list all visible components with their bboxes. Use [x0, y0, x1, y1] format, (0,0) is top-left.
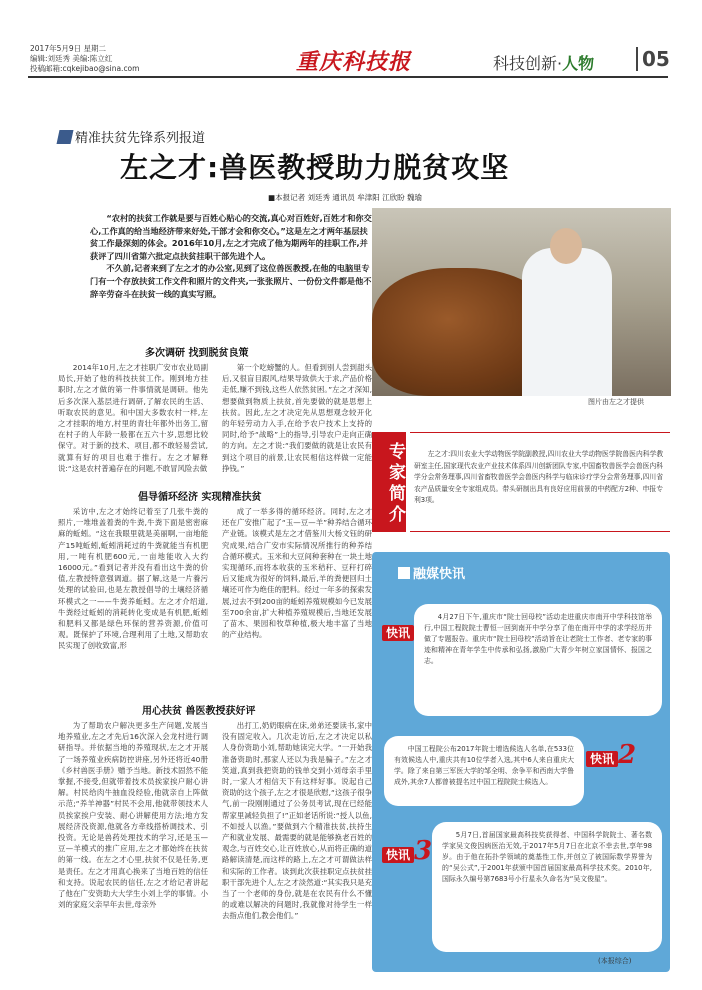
news-2-bubble: 中国工程院公布2017年院士增选候选人名单,在533位有效候选人中,重庆共有10位学者入选,其中6人来自重庆大学。除了来自第三军医大学的邹全明、余争平和西南大学鲁成外,其余7人都曾被提名过中国工程院院士候选人。 — [384, 736, 584, 806]
photo-caption: 图片由左之才提供 — [588, 398, 644, 406]
series-icon — [57, 130, 74, 144]
photo-vet-head-shape — [550, 228, 582, 264]
series-text: 精准扶贫先锋系列报道 — [75, 131, 206, 146]
news-title-icon — [398, 567, 410, 579]
expert-text: 左之才:四川农业大学动物医学院副教授,四川农业大学动物医学院兽医内科学教研室主任,国家现代农业产业技术体系四川创新团队专家,中国畜牧兽医学会兽医内科学分会常务理事,四川省畜牧兽医学会兽医内科学与临床诊疗学分会常务理事,四川省农产品质量安全专家组成员。带头研制出具有良好应用前景的中药配方2种、申报专利3项。 — [414, 450, 664, 504]
news-1-tag-label: 快讯 — [382, 625, 414, 641]
news-1-bubble: 4月27日下午,重庆市“院士回母校”活动走进重庆市南开中学科技馆举行,中国工程院院士曹恒一回到南开中学分享了他在南开中学的求学经历并做了专题报告。重庆市“院士回母校”活动旨在让老院士工作者、老专家的事迹和精神在青年学生中传承和弘扬,激励广大青少年树立家国情怀、报国之志。 — [414, 604, 662, 716]
expert-tag: 专家简介 — [372, 432, 406, 532]
email-line: 投稿邮箱:cqkejibao@sina.com — [30, 64, 140, 73]
section-3-col-1-text: 为了帮助农户解决更多生产问题,发展当地养殖业,左之才先后16次深入会龙村进行调研指导。并依据当地的养殖现状,左之才开展了一场养殖业疾病防控讲座,另外还将近40册《乡村兽医手册》赠予当地。新技术固然不能掌握,不接受,但就带着技术员挨家挨户耐心讲解。村民给肉牛抽血没经验,他就亲自上阵做示范;“养羊神器”村民不会用,他就带领技术人员挨家挨户安装、耐心讲解使用方法;地方发展经济没资源,他就各方牵线搭桥调技术、引投资。无论是兽药处理技术的学习,还是玉—豆—羊模式的推广应用,左之才都始终在扶贫的第一线。在左之才心里,扶贫不仅是任务,更是责任。左之才用真心换来了当地百姓的信任和支持。说起农民的信任,左之才给记者讲起了他在广安资助大大学生小刘上学的事情。小刘的家庭父亲早年去世,母亲外 — [58, 721, 208, 910]
section-3-col-2-text: 出打工,奶奶眼病在床,弟弟还要读书,家中没有固定收入。几次走访后,左之才决定以私人身份资助小刘,帮助她读完大学。“一开始我准备资助时,那家人还以为我是骗子。”左之才笑道,真到我把资助的钱单交到小刘母亲手里时,一家人才相信天下有这样好事。说起自己资助的这个孩子,左之才很是欣慰,“这孩子很争气,前一段刚刚通过了公务员考试,现在已经能帮家里减轻负担了!”正如老话所说:“授人以鱼,不如授人以渔。”要做到六个精准扶贫,扶持生产和就业发展、最需要的就是能够换老百姓的观念,与百姓交心,让百姓放心,从而将正确的道路解读清楚,而这样的路上,左之才可谓做法样和实际的工作者。谈到此次获挂职定点扶贫挂职干部先进个人,左之才淡然道:“其实我只是充当了一个老师的身份,就是在农民有什么不懂的或难以解决的问题时,我就像对待学生一样去指点他们,教会他们。” — [222, 721, 372, 921]
photo-vet-coat-shape — [522, 248, 612, 396]
date-line: 2017年5月9日 星期二 — [30, 44, 107, 53]
section-3-col-2 — [222, 720, 372, 982]
byline: ■本报记者 刘廷秀 通讯员 牟津阳 江欣盼 魏瑜 — [268, 193, 423, 202]
news-3-tag-label: 快讯 — [382, 847, 414, 863]
section-2-col-2-text: 成了一举多得的循环经济。同时,左之才还在广安推广起了“玉—豆—羊”种养结合循环产业链。该模式是左之才借鉴川大杨文钰的研究成果,结合广安市实际情况所推行的种养结合循环模式。玉米和大豆间种套种在一块土地实现循环,而将本收获的玉米秸秆、豆秆打碎后又能成为很好的饲料,最后,羊的粪便回归土壤还可作为绝佳的肥料。经过一年多的探索发展,过去不到200亩的蚯蚓养殖规模如今已发展至700余亩,扩大种植养殖规模后,当地还发展了苗木、果园和牧草种植,极大地丰富了当地的产业结构。 — [222, 507, 372, 640]
lead-paragraph-2: 不久前,记者来到了左之才的办公室,见到了这位兽医教授,在他的电脑里专门有一个存放扶贫工作文件和照片的文件夹,一张张照片、一份份文件都是他不辞辛劳奋斗在扶贫一线的真实写照。 — [90, 263, 372, 299]
section-1-col-2 — [222, 362, 372, 482]
news-3-tag — [382, 836, 432, 866]
section-label — [493, 51, 594, 74]
section-2-col-2 — [222, 506, 372, 674]
news-3-tag-number: 3 — [414, 836, 433, 866]
section-2-col-1 — [58, 506, 208, 674]
headline: 左之才:兽医教授助力脱贫攻坚 — [120, 151, 510, 184]
article-photo — [372, 208, 671, 396]
header-rule — [28, 76, 668, 78]
section-prefix: 科技创新 — [493, 54, 558, 73]
section-3-title: 用心扶贫 兽医教授获好评 — [142, 706, 256, 717]
section-1-col-2-text: 第一个吃螃蟹的人。但看到别人尝到甜头后,又很盲目跟风,结果导致供大于求,产品价格走低,赚不到钱,这些人依然贫困。”左之才深知,想要做到物质上扶贫,首先要做的就是思想上扶贫。因此,左之才决定先从思想观念较开化的年轻劳动力入手,在给予农户技术上支持的同时,给予“战略”上的指导,引导农户走向正确的方向。左之才说:“我们要做的就是让农民有到这个项目的前景,让农民相信这样做一定能挣钱。” — [222, 363, 372, 473]
section-2-title: 倡导循环经济 实现精准扶贫 — [138, 492, 262, 503]
news-3-bubble: 5月7日,首届国家最高科技奖获得者、中国科学院院士、著名数学家吴文俊因病医治无效,于2017年5月7日在北京不幸去世,享年98岁。由于他在拓扑学领域的奠基性工作,并创立了被国际数学界誉为的“吴公式”,于2001年获颁中国首届国家最高科学技术奖。2010年,国际永久编号第7683号小行星永久命名为“吴文俊星”。 — [432, 822, 662, 952]
section-2-col-1-text: 采访中,左之才始终记着至了几张牛粪的照片,一堆堆盖着粪的牛粪,牛粪下面是密密麻麻的蚯蚓。“这在我眼里就是美丽啊,一亩地能产15吨蚯蚓,蚯蚓消耗过的牛粪就能当有机肥用,一吨有机肥600元,一亩地能收入大约16000元。”看到记者并没有看出这牛粪的价值,左教授特意强调道。据了解,这是一片養污处理的试验田,也是左教授倡导的土壤经济循环模式之一——牛粪养蚯蚓。左之才介绍道,牛粪经过蚯蚓的消耗转化变成是有机肥,蚯蚓和肥料又都是绿色环保的营养资源,价值可观。既保护了环境,合理利用了土地,又帮助农民实现了创收致富,形 — [58, 507, 208, 651]
news-2-tag-label: 快讯 — [586, 751, 618, 767]
section-1-col-1 — [58, 362, 208, 482]
page-number: 05 — [636, 47, 670, 71]
section-3-col-1 — [58, 720, 208, 982]
masthead: 重庆科技报 — [296, 49, 412, 75]
header-meta — [30, 44, 139, 74]
news-2-tag-number: 2 — [618, 740, 637, 770]
section-dot: · — [557, 54, 563, 73]
lead-paragraph-1: “农村的扶贫工作就是要与百姓心贴心的交流,真心对百姓好,百姓才和你交心,工作真的给当地经济带来好处,干部才会和你交心。”这是左之才两年基层扶贫工作最深刻的体会。2016年10月,左之才完成了他为期两年的挂职工作,并获评了四川省第六批定点扶贫挂职干部先进个人。 — [90, 213, 372, 261]
editors-line: 编辑:刘廷秀 美编:陈立红 — [30, 54, 113, 63]
news-2-tag — [586, 740, 636, 770]
section-name: 人物 — [562, 54, 595, 73]
news-title-text: 融媒快讯 — [413, 567, 466, 582]
section-1-title: 多次调研 找到脱贫良策 — [145, 348, 249, 359]
section-1-col-1-text: 2014年10月,左之才挂职广安市农业局副局长,开始了他的科技扶贫工作。刚到地方挂职时,左之才做的第一件事情就是调研。他先后多次深入基层进行调研,了解农民的生活、听取农民的意见。和中国大多数农村一样,左之才挂职的地方,村里的青壮年都外出务工,留在村子的人年龄一般都在五六十岁,思想比较保守。对于新的技术、项目,都不敢轻易尝试,就算有好的项目也难于推行。左之才解释说:“这是农村普遍存在的问题,不敢冒风险去做 — [58, 363, 208, 473]
news-title — [398, 563, 465, 582]
series-label — [58, 127, 205, 146]
news-source: (本报综合) — [598, 957, 632, 965]
lead-paragraphs — [90, 212, 372, 300]
